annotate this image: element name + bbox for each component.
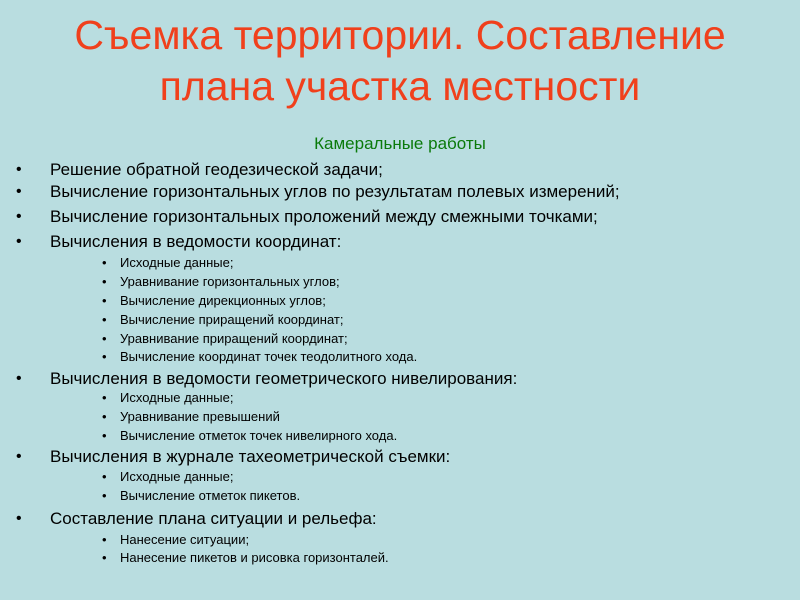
sub-list-item-text: Исходные данные; [120,469,234,484]
slide-title [0,10,800,112]
sub-bullet-icon: • [102,390,107,405]
slide-title-line-1: Съемка территории. Составление [74,12,726,58]
bullet-icon: • [16,510,22,527]
sub-list-item-text: Нанесение ситуации; [120,532,250,547]
bullet-icon: • [16,161,22,178]
list-item-text: Вычисление горизонтальных углов по результатам полевых измерений; [50,182,620,201]
list-item [16,159,383,181]
slide-title-line-2: плана участка местности [159,63,641,109]
sub-bullet-icon: • [102,255,107,270]
sub-list-item [102,468,234,485]
list-item-text: Вычисления в ведомости координат: [50,232,342,251]
sub-bullet-icon: • [102,312,107,327]
sub-list-item [102,254,234,271]
list-item [16,181,620,203]
sub-list-item [102,487,301,504]
sub-list-item [102,427,398,444]
list-item-text: Составление плана ситуации и рельефа: [50,509,377,528]
sub-list-item-text: Исходные данные; [120,390,234,405]
sub-list-item [102,330,348,347]
slide-subtitle: Камеральные работы [314,134,486,153]
list-item-text: Вычисление горизонтальных проложений между смежными точками; [50,207,598,226]
sub-list-item [102,408,280,425]
sub-list-item-text: Исходные данные; [120,255,234,270]
sub-list-item [102,389,234,406]
list-item-text: Решение обратной геодезической задачи; [50,160,383,179]
sub-bullet-icon: • [102,428,107,443]
list-item [16,508,377,530]
sub-bullet-icon: • [102,409,107,424]
sub-list-item-text: Вычисление приращений координат; [120,312,344,327]
sub-bullet-icon: • [102,469,107,484]
bullet-icon: • [16,370,22,387]
bullet-icon: • [16,183,22,200]
sub-list-item-text: Уравнивание приращений координат; [120,331,348,346]
sub-bullet-icon: • [102,550,107,565]
sub-bullet-icon: • [102,532,107,547]
sub-list-item-text: Нанесение пикетов и рисовка горизонталей. [120,550,389,565]
list-item [16,446,451,468]
sub-list-item [102,311,344,328]
sub-list-item [102,549,389,566]
sub-list-item [102,273,340,290]
sub-list-item-text: Вычисление координат точек теодолитного хода. [120,349,418,364]
sub-list-item [102,348,418,365]
sub-list-item-text: Уравнивание горизонтальных углов; [120,274,340,289]
sub-list-item-text: Вычисление дирекционных углов; [120,293,326,308]
bullet-icon: • [16,448,22,465]
sub-bullet-icon: • [102,293,107,308]
sub-bullet-icon: • [102,331,107,346]
list-item-text: Вычисления в ведомости геометрического нивелирования: [50,369,518,388]
sub-bullet-icon: • [102,274,107,289]
list-item [16,231,342,253]
sub-list-item-text: Вычисление отметок точек нивелирного хода. [120,428,398,443]
sub-list-item-text: Уравнивание превышений [120,409,280,424]
sub-bullet-icon: • [102,488,107,503]
list-item [16,368,518,390]
bullet-icon: • [16,233,22,250]
sub-bullet-icon: • [102,349,107,364]
sub-list-item [102,531,250,548]
bullet-icon: • [16,208,22,225]
sub-list-item-text: Вычисление отметок пикетов. [120,488,301,503]
sub-list-item [102,292,326,309]
list-item-text: Вычисления в журнале тахеометрической съемки: [50,447,451,466]
list-item [16,206,598,228]
